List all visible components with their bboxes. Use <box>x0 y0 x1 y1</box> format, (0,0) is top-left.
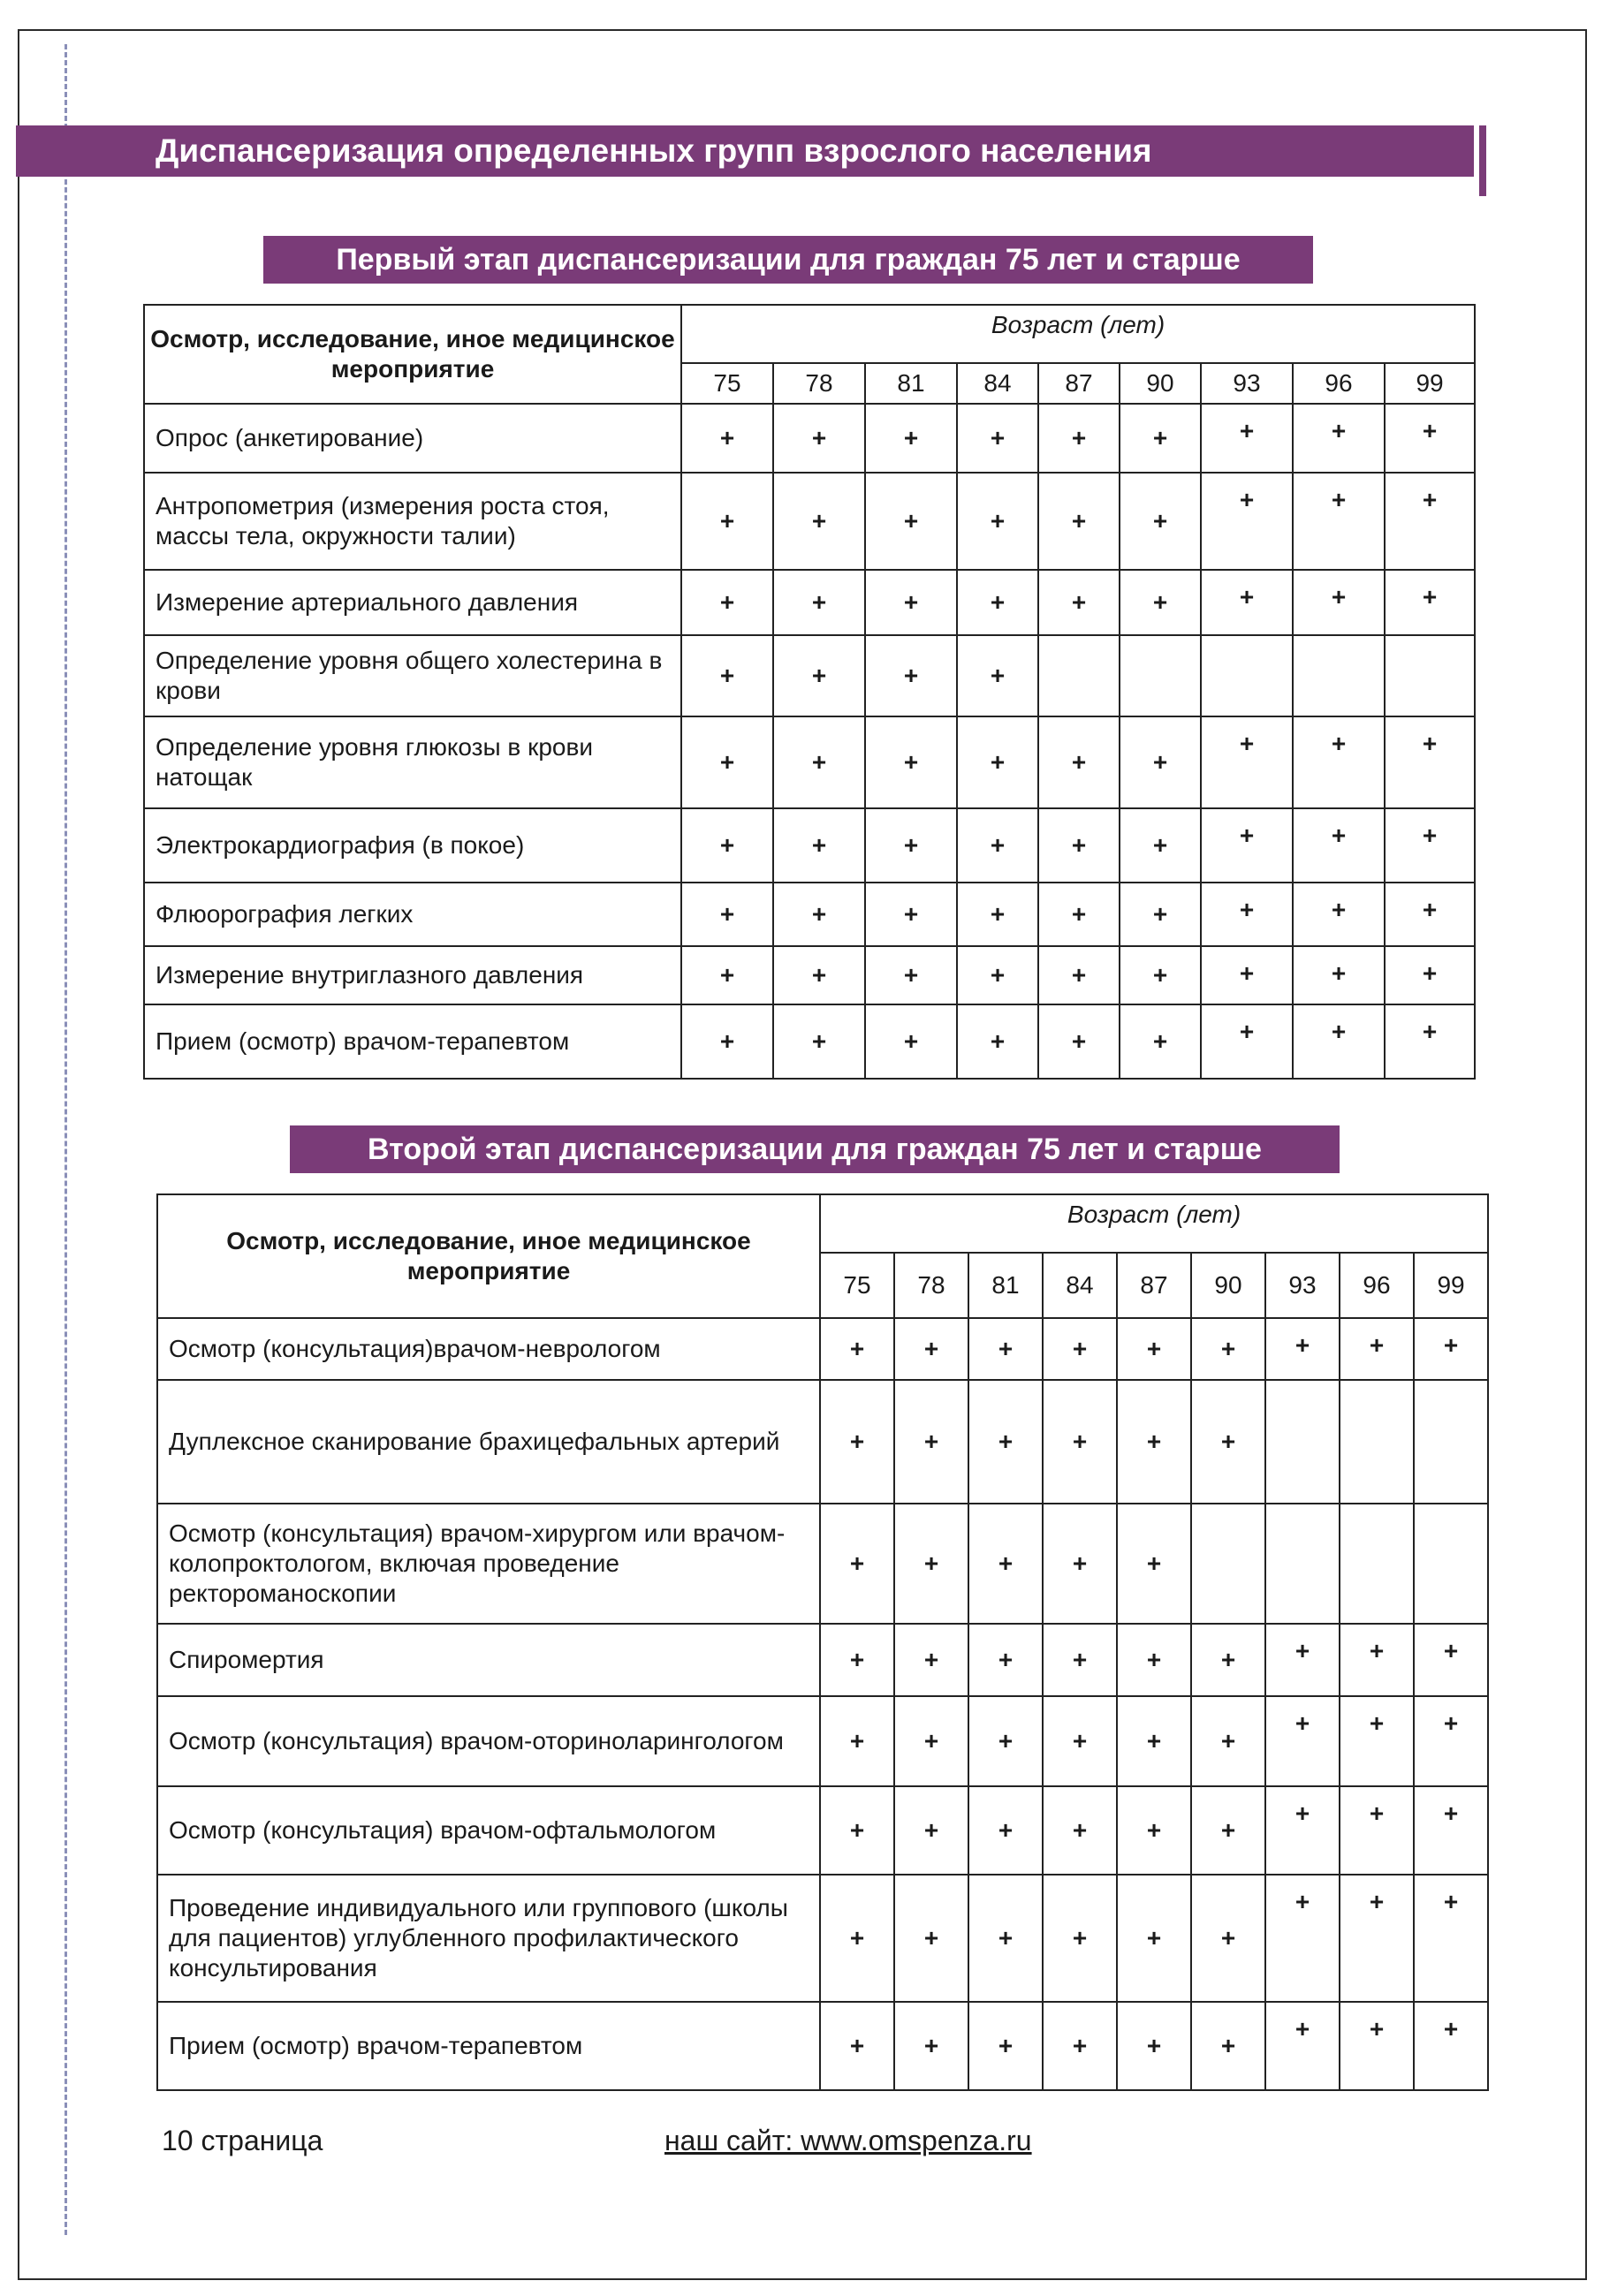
applicability-mark: + <box>1385 1004 1475 1079</box>
procedure-name: Спиромертия <box>157 1624 820 1696</box>
applicability-mark: + <box>1043 1380 1117 1504</box>
age-header-cell: 78 <box>773 363 865 404</box>
applicability-mark: + <box>1191 1318 1265 1380</box>
applicability-mark: + <box>773 883 865 946</box>
applicability-mark: + <box>957 570 1038 635</box>
website-link[interactable]: наш сайт: www.omspenza.ru <box>664 2125 1032 2156</box>
procedure-name: Дуплексное сканирование брахицефальных артерий <box>157 1380 820 1504</box>
table-row <box>144 883 1475 946</box>
applicability-mark: + <box>1038 404 1120 473</box>
section-2-title: Второй этап диспансеризации для граждан 75 лет и старше <box>290 1125 1340 1173</box>
applicability-mark: + <box>1038 808 1120 883</box>
applicability-mark: + <box>1340 2002 1414 2090</box>
applicability-mark: + <box>1201 716 1293 808</box>
applicability-mark: + <box>1265 2002 1340 2090</box>
applicability-mark: + <box>1385 808 1475 883</box>
table-row <box>144 635 1475 716</box>
applicability-mark: + <box>773 808 865 883</box>
applicability-mark: + <box>820 2002 894 2090</box>
applicability-mark: + <box>968 1624 1043 1696</box>
applicability-mark: + <box>957 1004 1038 1079</box>
cut-line <box>65 44 67 2235</box>
applicability-mark: + <box>1293 473 1385 570</box>
applicability-mark: + <box>1043 1624 1117 1696</box>
table-row <box>144 473 1475 570</box>
applicability-mark: + <box>773 716 865 808</box>
applicability-mark: + <box>1120 1004 1201 1079</box>
table-row <box>144 1004 1475 1079</box>
age-header-cell: 90 <box>1191 1253 1265 1318</box>
applicability-mark: + <box>1414 1875 1488 2002</box>
applicability-mark: + <box>1340 1786 1414 1875</box>
age-header-cell: 93 <box>1265 1253 1340 1318</box>
applicability-mark: + <box>1201 404 1293 473</box>
applicability-mark: + <box>1293 570 1385 635</box>
procedure-name: Электрокардиография (в покое) <box>144 808 681 883</box>
applicability-mark: + <box>1120 808 1201 883</box>
applicability-mark: + <box>1120 473 1201 570</box>
procedure-name: Антропометрия (измерения роста стоя, массы тела, окружности талии) <box>144 473 681 570</box>
applicability-mark: + <box>820 1624 894 1696</box>
applicability-mark: + <box>957 473 1038 570</box>
page-number: 10 страница <box>162 2125 323 2156</box>
applicability-mark: + <box>865 946 957 1004</box>
applicability-mark <box>1340 1380 1414 1504</box>
table-row <box>157 1875 1488 2002</box>
applicability-mark: + <box>894 1875 968 2002</box>
table-row <box>144 946 1475 1004</box>
applicability-mark <box>1120 635 1201 716</box>
applicability-mark: + <box>1385 716 1475 808</box>
age-header-cell: 93 <box>1201 363 1293 404</box>
applicability-mark: + <box>681 570 773 635</box>
table-row <box>157 1380 1488 1504</box>
applicability-mark: + <box>1340 1624 1414 1696</box>
applicability-mark: + <box>1414 2002 1488 2090</box>
applicability-mark: + <box>894 1696 968 1786</box>
applicability-mark: + <box>894 1624 968 1696</box>
applicability-mark: + <box>1385 473 1475 570</box>
applicability-mark: + <box>1038 570 1120 635</box>
applicability-mark: + <box>1293 808 1385 883</box>
applicability-mark: + <box>1117 2002 1191 2090</box>
table-row <box>157 1696 1488 1786</box>
applicability-mark: + <box>681 883 773 946</box>
procedure-name: Измерение внутриглазного давления <box>144 946 681 1004</box>
applicability-mark: + <box>1191 1624 1265 1696</box>
applicability-mark: + <box>1117 1318 1191 1380</box>
applicability-mark: + <box>865 716 957 808</box>
applicability-mark <box>1265 1380 1340 1504</box>
applicability-mark: + <box>1385 404 1475 473</box>
procedure-name: Определение уровня глюкозы в крови натощак <box>144 716 681 808</box>
age-header-cell: 99 <box>1414 1253 1488 1318</box>
applicability-mark: + <box>1414 1786 1488 1875</box>
applicability-mark: + <box>1038 883 1120 946</box>
applicability-mark: + <box>1385 883 1475 946</box>
applicability-mark: + <box>773 1004 865 1079</box>
applicability-mark: + <box>820 1696 894 1786</box>
applicability-mark: + <box>681 946 773 1004</box>
procedure-name: Проведение индивидуального или группового (школы для пациентов) углубленного профилактического консультирования <box>157 1875 820 2002</box>
procedure-name: Осмотр (консультация) врачом-оториноларингологом <box>157 1696 820 1786</box>
table-row <box>144 404 1475 473</box>
applicability-mark: + <box>1293 716 1385 808</box>
applicability-mark: + <box>894 1318 968 1380</box>
procedure-name: Флюорография легких <box>144 883 681 946</box>
applicability-mark: + <box>894 1786 968 1875</box>
applicability-mark: + <box>1117 1624 1191 1696</box>
applicability-mark: + <box>968 1380 1043 1504</box>
applicability-mark: + <box>1043 1786 1117 1875</box>
applicability-mark: + <box>773 635 865 716</box>
section-2-table <box>156 1193 1489 2091</box>
age-header-cell: 84 <box>957 363 1038 404</box>
applicability-mark: + <box>865 635 957 716</box>
age-header-cell: 96 <box>1293 363 1385 404</box>
applicability-mark <box>1191 1504 1265 1624</box>
section-1-title: Первый этап диспансеризации для граждан 75 лет и старше <box>263 236 1313 284</box>
applicability-mark <box>1293 635 1385 716</box>
applicability-mark: + <box>957 946 1038 1004</box>
procedure-name: Измерение артериального давления <box>144 570 681 635</box>
applicability-mark: + <box>894 1380 968 1504</box>
applicability-mark: + <box>1117 1786 1191 1875</box>
age-header-cell: 81 <box>968 1253 1043 1318</box>
table-row <box>157 1504 1488 1624</box>
table-row <box>157 1786 1488 1875</box>
applicability-mark: + <box>681 716 773 808</box>
applicability-mark: + <box>1191 1786 1265 1875</box>
applicability-mark: + <box>957 808 1038 883</box>
applicability-mark: + <box>1038 716 1120 808</box>
applicability-mark: + <box>1201 946 1293 1004</box>
table-row <box>157 1624 1488 1696</box>
applicability-mark: + <box>681 473 773 570</box>
age-header-cell: 96 <box>1340 1253 1414 1318</box>
applicability-mark: + <box>1385 570 1475 635</box>
applicability-mark: + <box>1191 1380 1265 1504</box>
applicability-mark: + <box>681 404 773 473</box>
applicability-mark: + <box>820 1318 894 1380</box>
applicability-mark <box>1265 1504 1340 1624</box>
table-row <box>157 2002 1488 2090</box>
applicability-mark: + <box>1117 1875 1191 2002</box>
applicability-mark: + <box>681 1004 773 1079</box>
applicability-mark: + <box>773 570 865 635</box>
applicability-mark: + <box>1038 1004 1120 1079</box>
applicability-mark: + <box>1265 1875 1340 2002</box>
applicability-mark: + <box>1120 946 1201 1004</box>
applicability-mark: + <box>1414 1696 1488 1786</box>
procedure-column-header: Осмотр, исследование, иное медицинское мероприятие <box>157 1194 820 1318</box>
applicability-mark: + <box>968 1504 1043 1624</box>
applicability-mark: + <box>1414 1624 1488 1696</box>
title-accent-bar <box>1479 125 1486 196</box>
applicability-mark: + <box>1117 1504 1191 1624</box>
applicability-mark: + <box>1340 1696 1414 1786</box>
applicability-mark: + <box>1293 404 1385 473</box>
table-row <box>144 570 1475 635</box>
age-header-cell: 75 <box>820 1253 894 1318</box>
applicability-mark: + <box>968 1786 1043 1875</box>
procedure-name: Осмотр (консультация)врачом-неврологом <box>157 1318 820 1380</box>
age-header-cell: 84 <box>1043 1253 1117 1318</box>
applicability-mark <box>1414 1504 1488 1624</box>
table-row <box>157 1318 1488 1380</box>
applicability-mark: + <box>1201 883 1293 946</box>
table-row <box>144 808 1475 883</box>
procedure-name: Осмотр (консультация) врачом-офтальмологом <box>157 1786 820 1875</box>
applicability-mark: + <box>1265 1786 1340 1875</box>
applicability-mark: + <box>1201 473 1293 570</box>
applicability-mark: + <box>1120 404 1201 473</box>
applicability-mark: + <box>1043 1696 1117 1786</box>
applicability-mark: + <box>1340 1875 1414 2002</box>
age-column-header: Возраст (лет) <box>820 1194 1488 1253</box>
applicability-mark: + <box>773 404 865 473</box>
applicability-mark: + <box>1191 1696 1265 1786</box>
applicability-mark: + <box>1414 1318 1488 1380</box>
applicability-mark: + <box>820 1380 894 1504</box>
applicability-mark: + <box>1117 1380 1191 1504</box>
applicability-mark: + <box>681 808 773 883</box>
section-2-rows <box>157 1318 1488 2090</box>
age-header-cell: 81 <box>865 363 957 404</box>
applicability-mark: + <box>1043 1504 1117 1624</box>
applicability-mark: + <box>865 404 957 473</box>
procedure-name: Осмотр (консультация) врачом-хирургом или врачом-колопроктологом, включая проведение ректороманоскопии <box>157 1504 820 1624</box>
applicability-mark: + <box>1191 2002 1265 2090</box>
applicability-mark: + <box>681 635 773 716</box>
applicability-mark: + <box>865 808 957 883</box>
applicability-mark <box>1414 1380 1488 1504</box>
applicability-mark: + <box>957 635 1038 716</box>
applicability-mark: + <box>1293 883 1385 946</box>
procedure-name: Опрос (анкетирование) <box>144 404 681 473</box>
table-row <box>144 716 1475 808</box>
applicability-mark: + <box>894 2002 968 2090</box>
procedure-name: Прием (осмотр) врачом-терапевтом <box>157 2002 820 2090</box>
applicability-mark: + <box>1043 1875 1117 2002</box>
applicability-mark: + <box>1043 1318 1117 1380</box>
applicability-mark: + <box>1038 473 1120 570</box>
age-header-cell: 90 <box>1120 363 1201 404</box>
procedure-name: Прием (осмотр) врачом-терапевтом <box>144 1004 681 1079</box>
applicability-mark: + <box>957 404 1038 473</box>
applicability-mark: + <box>1293 1004 1385 1079</box>
section-1-rows <box>144 404 1475 1079</box>
applicability-mark: + <box>773 473 865 570</box>
applicability-mark: + <box>1201 570 1293 635</box>
applicability-mark: + <box>1120 570 1201 635</box>
applicability-mark: + <box>968 1318 1043 1380</box>
procedure-column-header: Осмотр, исследование, иное медицинское мероприятие <box>144 305 681 404</box>
applicability-mark: + <box>865 473 957 570</box>
applicability-mark: + <box>957 716 1038 808</box>
applicability-mark: + <box>820 1504 894 1624</box>
applicability-mark <box>1038 635 1120 716</box>
applicability-mark <box>1385 635 1475 716</box>
procedure-name: Определение уровня общего холестерина в крови <box>144 635 681 716</box>
applicability-mark: + <box>1120 883 1201 946</box>
applicability-mark: + <box>1293 946 1385 1004</box>
applicability-mark: + <box>773 946 865 1004</box>
applicability-mark: + <box>820 1786 894 1875</box>
applicability-mark: + <box>957 883 1038 946</box>
section-1-table <box>143 304 1476 1080</box>
applicability-mark: + <box>1038 946 1120 1004</box>
age-header-cell: 99 <box>1385 363 1475 404</box>
age-header-cell: 87 <box>1117 1253 1191 1318</box>
applicability-mark: + <box>1385 946 1475 1004</box>
applicability-mark: + <box>968 1696 1043 1786</box>
age-header-cell: 78 <box>894 1253 968 1318</box>
applicability-mark: + <box>1265 1624 1340 1696</box>
page-title: Диспансеризация определенных групп взрослого населения <box>16 125 1474 177</box>
applicability-mark: + <box>865 883 957 946</box>
applicability-mark: + <box>1043 2002 1117 2090</box>
applicability-mark: + <box>894 1504 968 1624</box>
applicability-mark: + <box>1191 1875 1265 2002</box>
age-column-header: Возраст (лет) <box>681 305 1475 363</box>
applicability-mark: + <box>1117 1696 1191 1786</box>
applicability-mark: + <box>1265 1318 1340 1380</box>
applicability-mark: + <box>820 1875 894 2002</box>
applicability-mark: + <box>865 570 957 635</box>
applicability-mark: + <box>1201 808 1293 883</box>
age-header-cell: 87 <box>1038 363 1120 404</box>
applicability-mark: + <box>865 1004 957 1079</box>
applicability-mark: + <box>968 1875 1043 2002</box>
applicability-mark <box>1201 635 1293 716</box>
applicability-mark: + <box>1201 1004 1293 1079</box>
applicability-mark: + <box>1340 1318 1414 1380</box>
applicability-mark: + <box>1265 1696 1340 1786</box>
age-header-cell: 75 <box>681 363 773 404</box>
applicability-mark: + <box>968 2002 1043 2090</box>
applicability-mark <box>1340 1504 1414 1624</box>
applicability-mark: + <box>1120 716 1201 808</box>
